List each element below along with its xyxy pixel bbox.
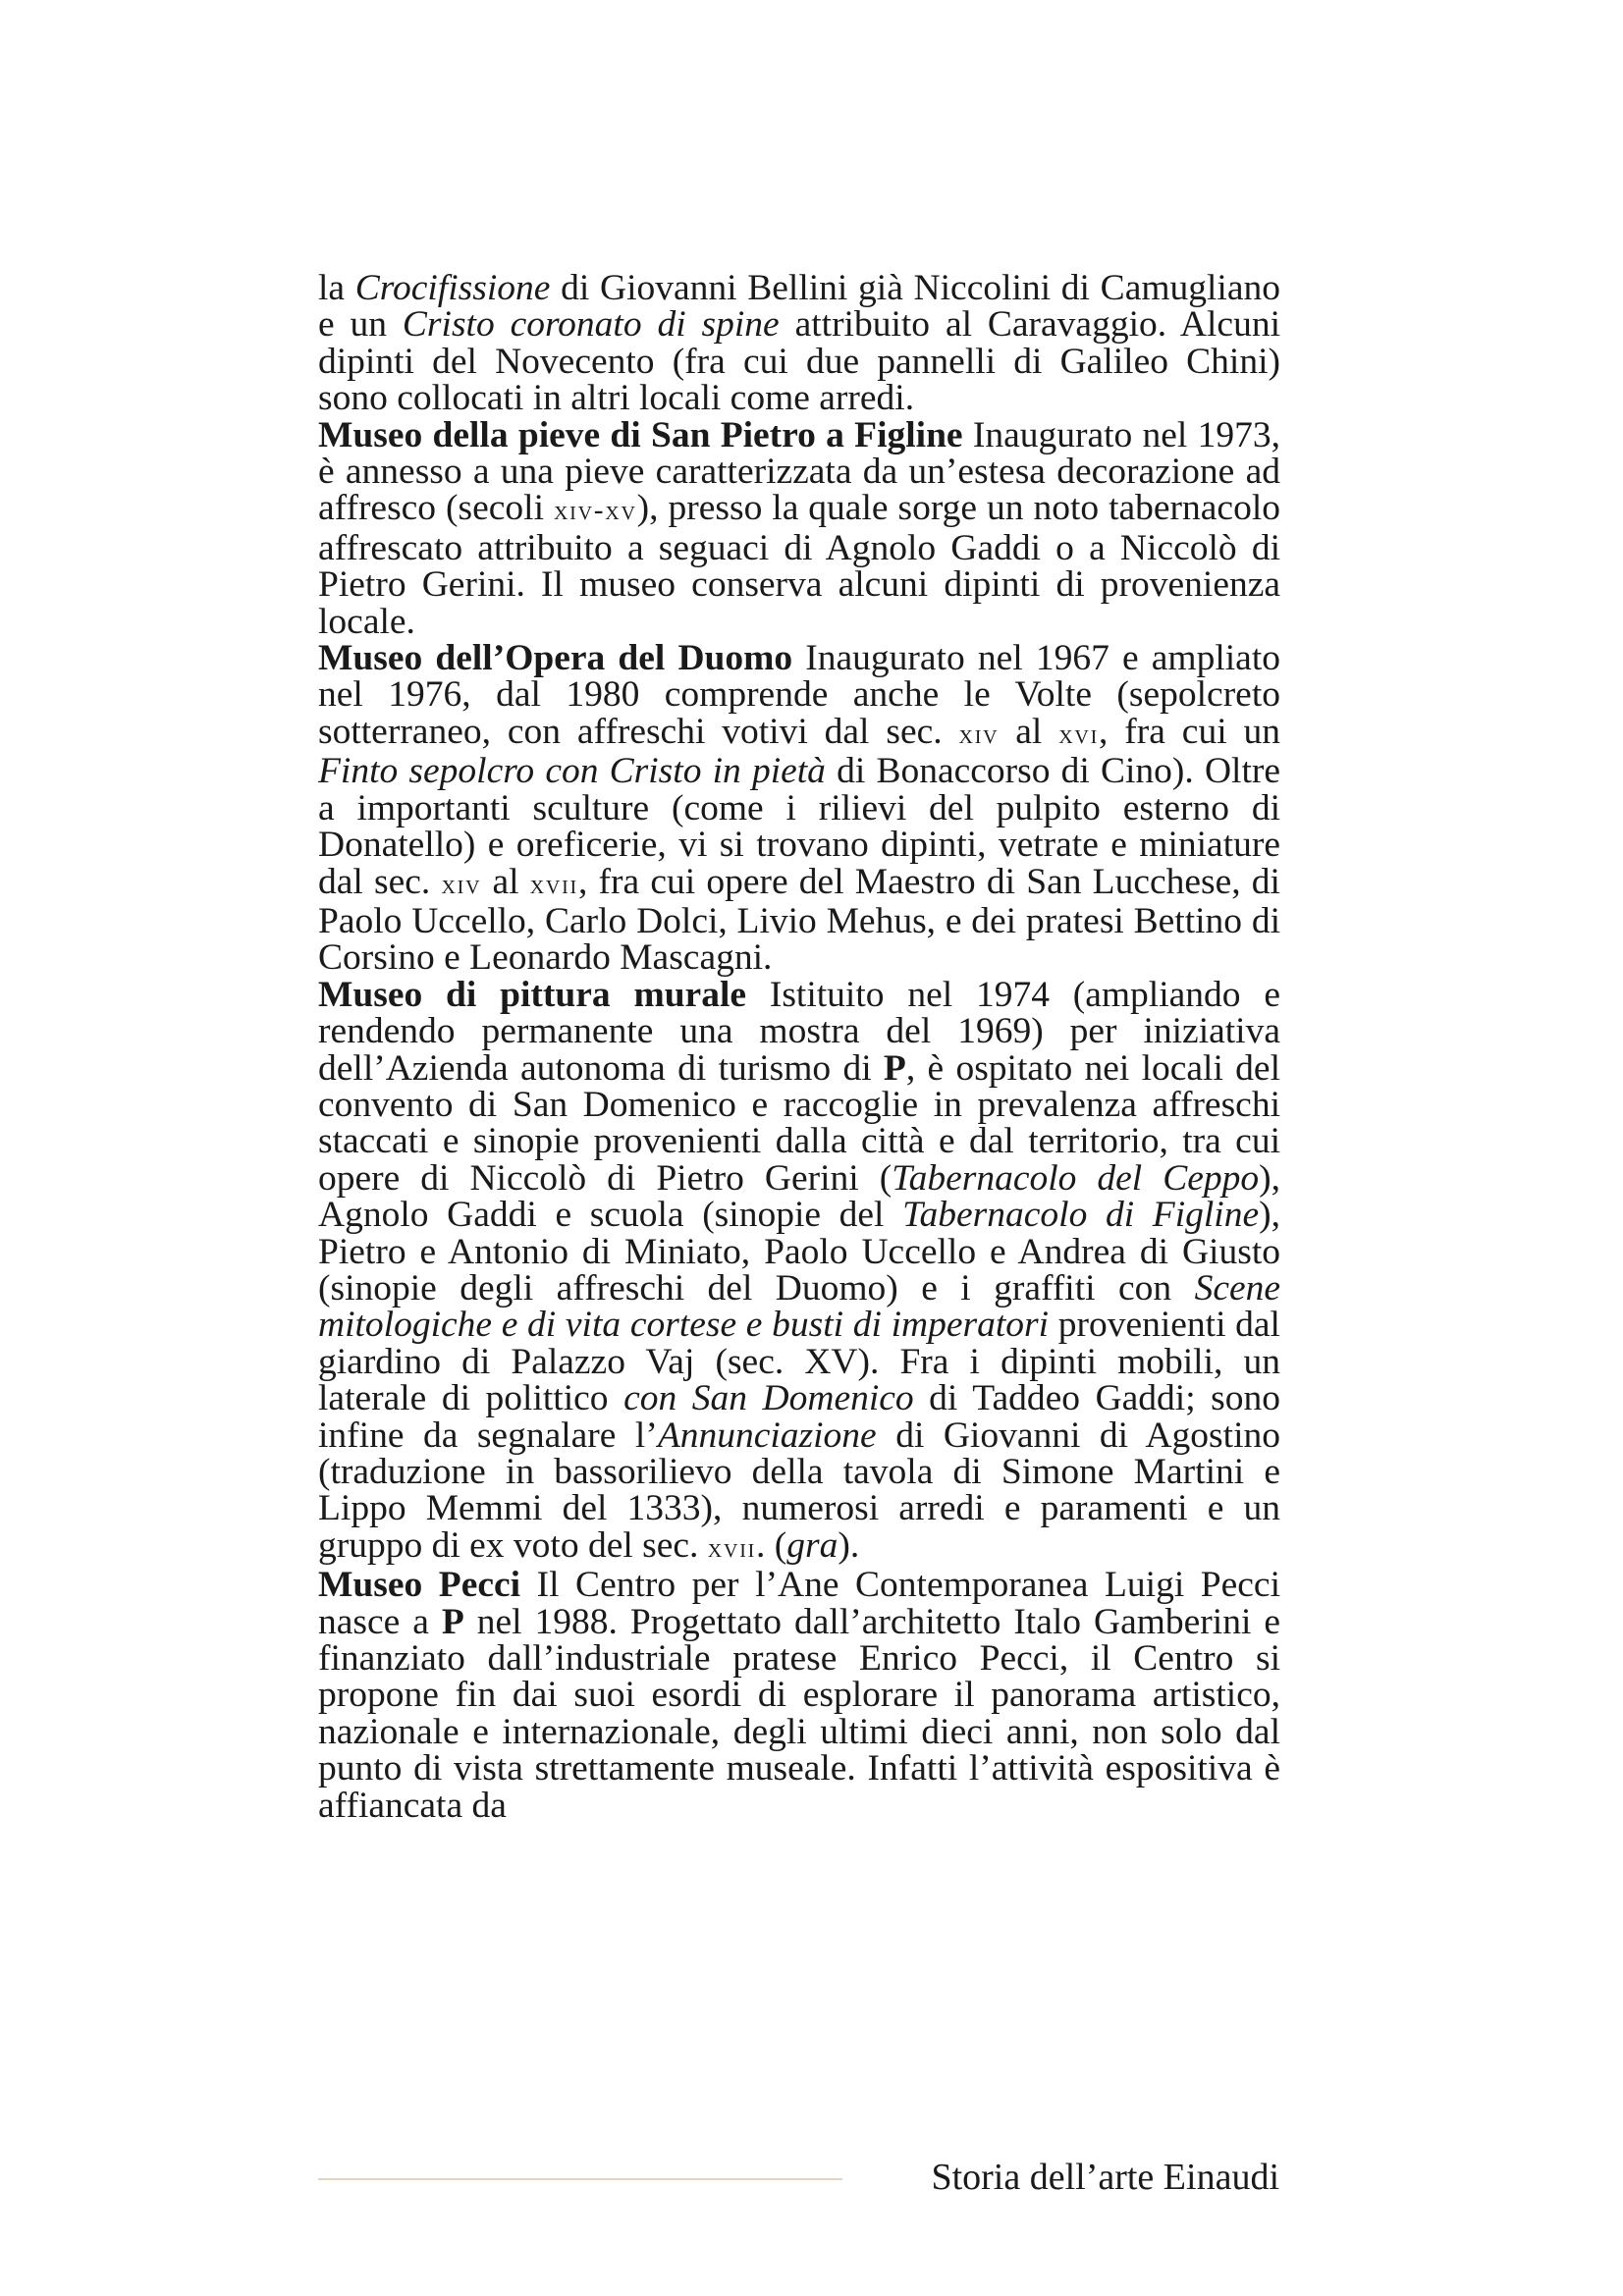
- text-run: attribuito al Caravaggio. Alcuni dipinti del Novecento (fra cui due pannelli di Galileo Chini) sono collocati in altri locali come arredi.: [318, 304, 1280, 419]
- italic-title: Annunciazione: [657, 1415, 877, 1456]
- text-run: al: [999, 711, 1059, 752]
- body-text: [318, 270, 1280, 1824]
- text-run: provenienti dal giardino di Palazzo Vaj (sec. XV). Fra i dipinti mobili, un laterale di polittico: [318, 1305, 1280, 1419]
- text-run: di Giovanni Bellini già Niccolini di Camugliano e un: [318, 268, 1280, 346]
- text-run: di Taddeo Gaddi; sono infine da segnalare l’: [318, 1378, 1280, 1456]
- small-caps-numeral: xvii: [529, 868, 578, 900]
- paragraph: [318, 974, 1280, 1568]
- italic-title: Cristo coronato di spine: [402, 304, 780, 346]
- footer-title: Storia dell’arte Einaudi: [931, 2157, 1279, 2198]
- text-run: ).: [838, 1524, 860, 1566]
- bold-heading: Museo dell’Opera del Duomo: [318, 638, 793, 679]
- text-run: Istituito nel 1974 (ampliando e rendendo permanente una mostra del 1969) per iniziativa dell’Azienda autonoma di turismo di: [318, 974, 1280, 1089]
- italic-title: Finto sepolcro con Cristo in pietà: [318, 751, 826, 792]
- small-caps-numeral: xiv-xv: [553, 495, 637, 527]
- italic-title: Tabernacolo di Figline: [902, 1195, 1260, 1236]
- text-run: , fra cui un: [1099, 711, 1280, 752]
- small-caps-numeral: xiv: [441, 868, 482, 900]
- text-run: di Giovanni di Agostino (traduzione in bassorilievo della tavola di Simone Martini e Lippo Memmi del 1333), numerosi arredi e paramenti e un gruppo di ex voto del sec.: [318, 1415, 1280, 1566]
- bold-heading: P: [883, 1047, 906, 1089]
- italic-title: Scene mitologiche e di vita cortese e busti di imperatori: [318, 1267, 1280, 1346]
- text-run: la: [318, 268, 355, 308]
- text-run: nel 1988. Progettato dall’architetto Italo Gamberini e finanziato dall’industriale pratese Enrico Pecci, il Centro si propone fin dai suoi esordi di esplorare il panorama artistico, nazionale e internazionale, degli ultimi dieci anni, non solo dal punto di vista strettamente museale. Infatti l’attività espositiva è affiancata da: [318, 1601, 1280, 1826]
- paragraph: [318, 414, 1280, 642]
- text-run: Inaugurato nel 1973, è annesso a una pieve caratterizzata da un’estesa decorazione ad affresco (secoli: [318, 414, 1280, 529]
- bold-heading: Museo di pittura murale: [318, 974, 747, 1015]
- italic-title: gra: [786, 1524, 839, 1566]
- text-run: al: [481, 861, 530, 902]
- text-run: ), Agnolo Gaddi e scuola (sinopie del: [318, 1157, 1280, 1236]
- text-run: di Bonaccorso di Cino). Oltre a importanti sculture (come i rilievi del pulpito esterno di Donatello) e oreficerie, vi si trovano dipinti, vetrate e miniature dal sec.: [318, 751, 1280, 902]
- paragraph: [318, 270, 1280, 417]
- text-run: Inaugurato nel 1967 e ampliato nel 1976, dal 1980 comprende anche le Volte (sepolcreto sotterraneo, con affreschi votivi dal sec.: [318, 638, 1280, 752]
- italic-title: Tabernacolo del Ceppo: [892, 1157, 1260, 1199]
- small-caps-numeral: xvii: [707, 1531, 757, 1564]
- text-run: , fra cui opere del Maestro di San Lucchese, di Paolo Uccello, Carlo Dolci, Livio Mehus, e dei pratesi Bettino di Corsino e Leonardo Mascagni.: [318, 861, 1280, 979]
- paragraph: [318, 640, 1280, 977]
- small-caps-numeral: xvi: [1058, 718, 1100, 750]
- text-run: , è ospitato nei locali del convento di San Domenico e raccoglie in prevalenza affreschi staccati e sinopie provenienti dalla città e dal territorio, tra cui opere di Niccolò di Pietro Gerini (: [318, 1047, 1280, 1199]
- footer-divider: [318, 2178, 842, 2180]
- small-caps-numeral: xiv: [958, 718, 1000, 750]
- paragraph: [318, 1567, 1280, 1824]
- text-run: ), presso la quale sorge un noto tabernacolo affrescato attribuito a seguaci di Agnolo Gaddi o a Niccolò di Pietro Gerini. Il museo conserva alcuni dipinti di provenienza locale.: [318, 488, 1280, 642]
- text-run: ), Pietro e Antonio di Miniato, Paolo Uccello e Andrea di Giusto (sinopie degli affreschi del Duomo) e i graffiti con: [318, 1195, 1280, 1308]
- bold-heading: Museo della pieve di San Pietro a Figline: [318, 414, 963, 455]
- italic-title: Crocifissione: [354, 268, 551, 308]
- bold-heading: P: [441, 1601, 464, 1642]
- bold-heading: Museo Pecci: [318, 1565, 521, 1606]
- text-run: Il Centro per l’Ane Contemporanea Luigi Pecci nasce a: [318, 1565, 1280, 1642]
- italic-title: con San Domenico: [623, 1378, 914, 1419]
- text-run: . (: [756, 1524, 787, 1566]
